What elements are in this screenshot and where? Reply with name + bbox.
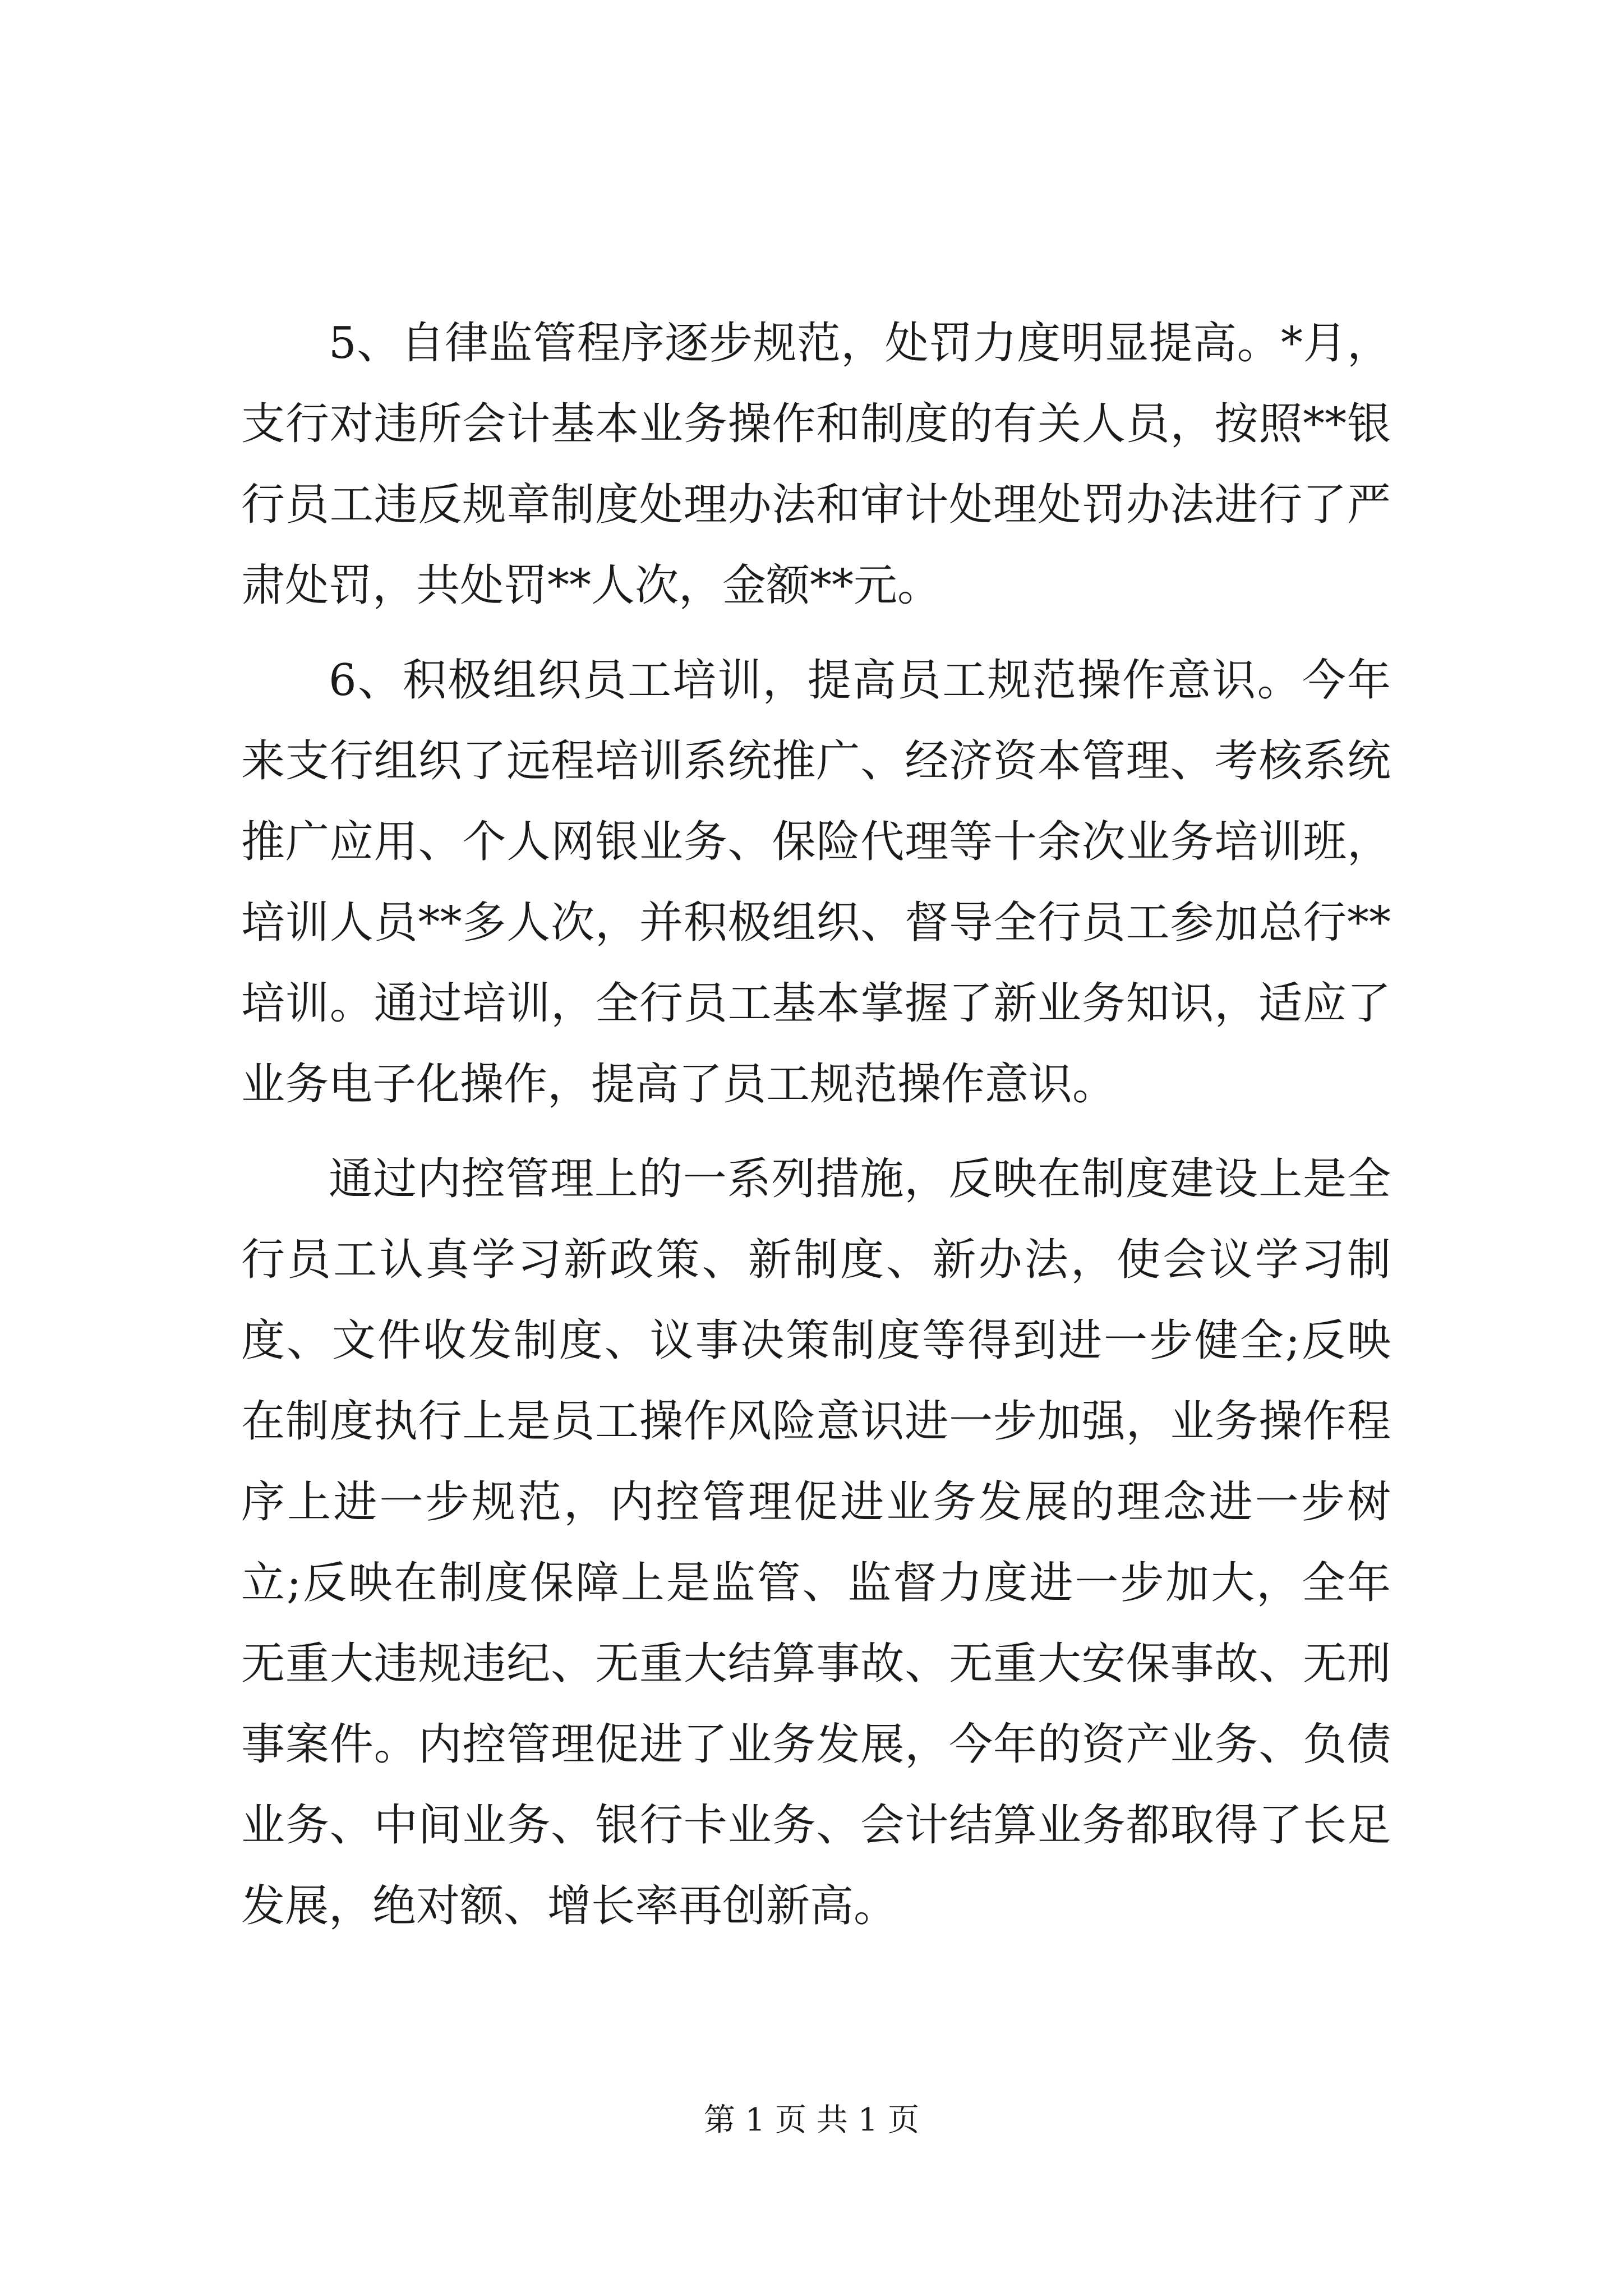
page-footer: 第 1 页 共 1 页 — [703, 2102, 920, 2138]
paragraph-6: 6、积极组织员工培训，提高员工规范操作意识。今年来支行组织了远程培训系统推广、经济资本管理、考核系统推广应用、个人网银业务、保险代理等十余次业务培训班，培训人员**多人次，并积极组织、督导全行员工参加总行**培训。通过培训，全行员工基本掌握了新业务知识，适应了业务电子化操作，提高了员工规范操作意识。 — [241, 655, 1391, 1110]
document-body — [241, 303, 1391, 1961]
paragraph-summary: 通过内控管理上的一系列措施，反映在制度建设上是全行员工认真学习新政策、新制度、新办法，使会议学习制度、文件收发制度、议事决策制度等得到进一步健全;反映在制度执行上是员工操作风险意识进一步加强，业务操作程序上进一步规范，内控管理促进业务发展的理念进一步树立;反映在制度保障上是监管、监督力度进一步加大，全年无重大违规违纪、无重大结算事故、无重大安保事故、无刑事案件。内控管理促进了业务发展，今年的资产业务、负债业务、中间业务、银行卡业务、会计结算业务都取得了长足发展，绝对额、增长率再创新高。 — [241, 1154, 1391, 1931]
paragraph-5: 5、自律监管程序逐步规范，处罚力度明显提高。*月，支行对违所会计基本业务操作和制度的有关人员，按照**银行员工违反规章制度处理办法和审计处理处罚办法进行了严肃处罚，共处罚**人次，金额**元。 — [241, 318, 1391, 611]
